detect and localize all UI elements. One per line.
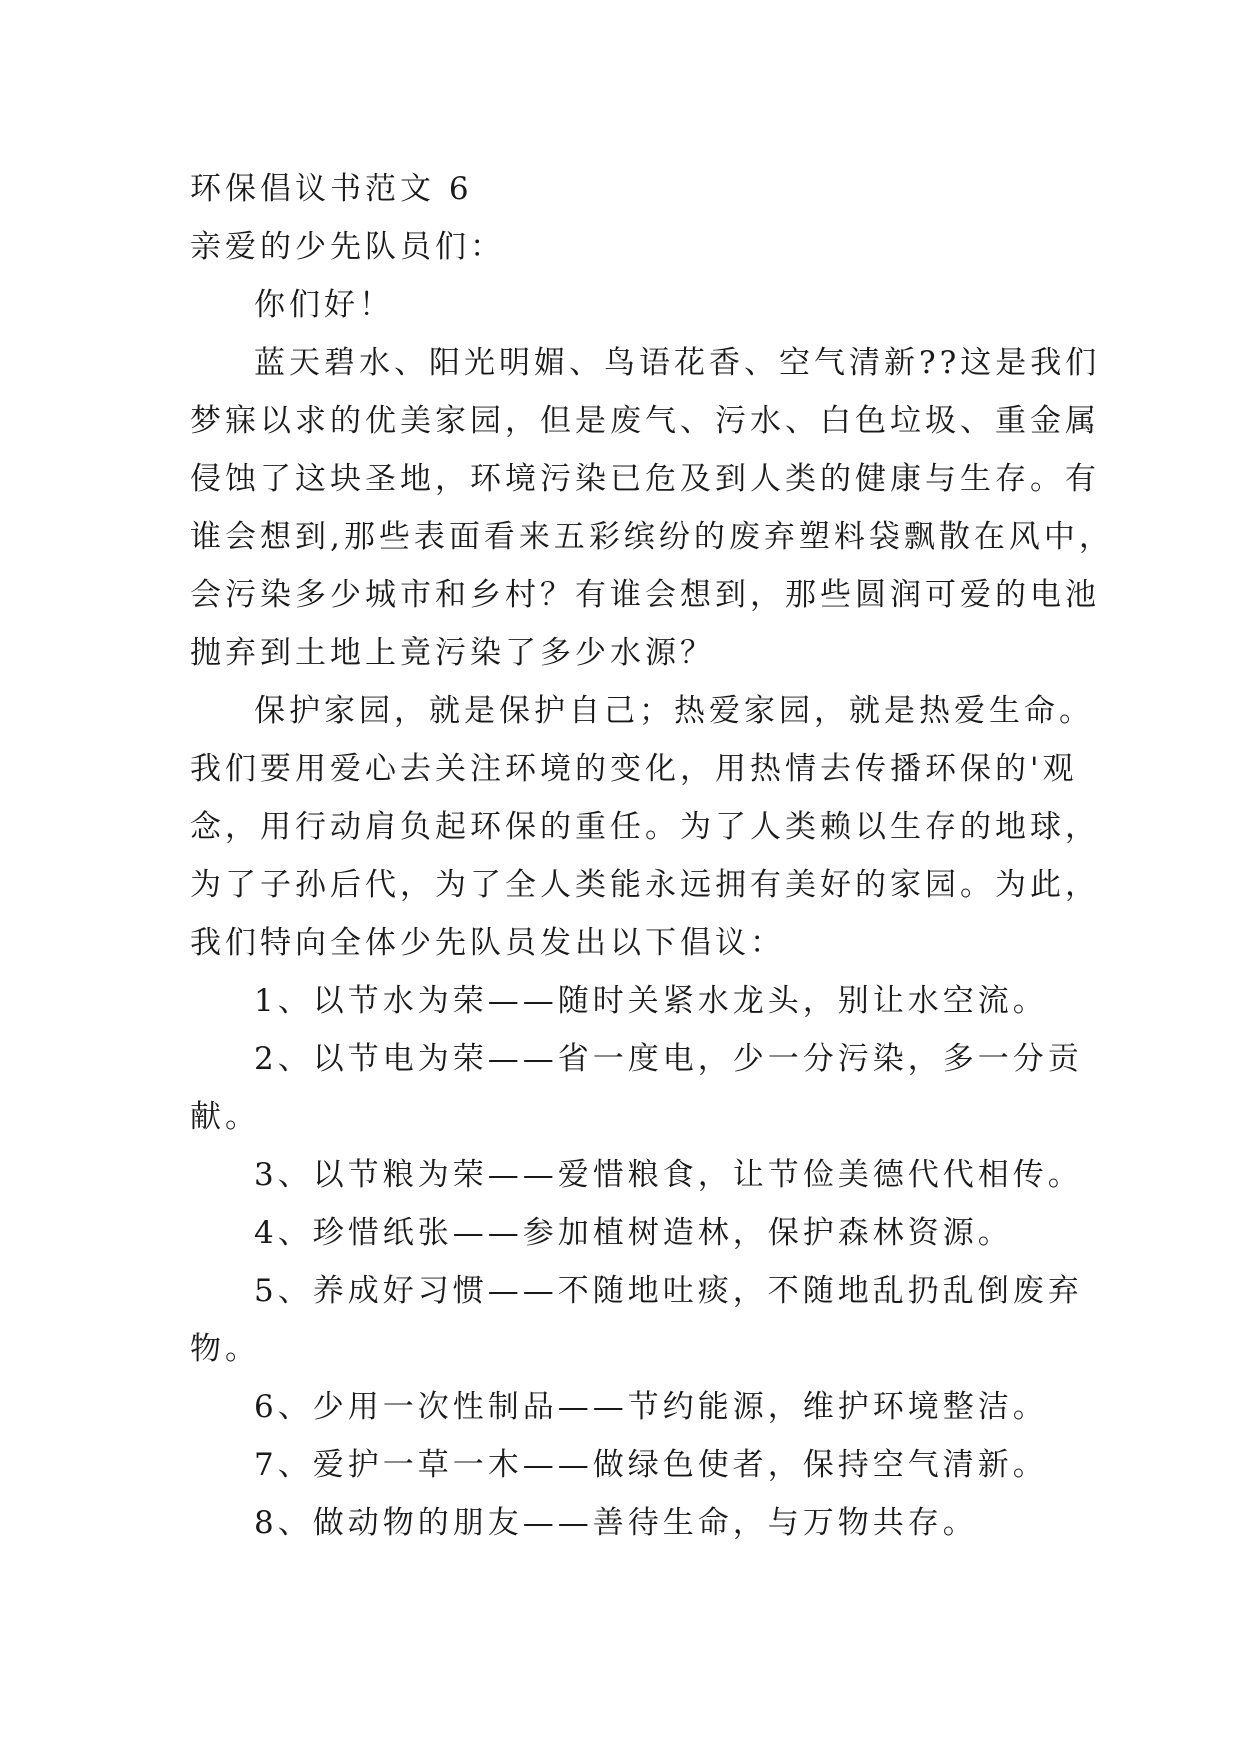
- proposal-item-5-continued: 物。: [190, 1331, 260, 1367]
- greeting: 你们好！: [254, 287, 394, 323]
- paragraph-line: 我们要用爱心去关注环境的变化，用热情去传播环保的'观: [190, 751, 1078, 787]
- proposal-item-1: 1、以节水为荣——随时关紧水龙头，别让水空流。: [254, 983, 1048, 1019]
- proposal-item-5: 5、养成好习惯——不随地吐痰，不随地乱扔乱倒废弃: [254, 1273, 1083, 1309]
- document-title: 环保倡议书范文 6: [190, 171, 473, 207]
- proposal-item-7: 7、爱护一草一木——做绿色使者，保持空气清新。: [254, 1447, 1048, 1483]
- proposal-item-8: 8、做动物的朋友——善待生命，与万物共存。: [254, 1505, 978, 1541]
- paragraph-line: 侵蚀了这块圣地，环境污染已危及到人类的健康与生存。有: [190, 461, 1100, 497]
- paragraph-1: [190, 334, 1114, 682]
- paragraph-2: [190, 682, 1100, 972]
- paragraph-line: 蓝天碧水、阳光明媚、鸟语花香、空气清新??这是我们: [254, 345, 1101, 381]
- paragraph-line: 我们特向全体少先队员发出以下倡议：: [190, 925, 785, 961]
- paragraph-line: 念，用行动肩负起环保的重任。为了人类赖以生存的地球，: [190, 809, 1100, 845]
- proposal-item-6: 6、少用一次性制品——节约能源，维护环境整洁。: [254, 1389, 1048, 1425]
- paragraph-line: 会污染多少城市和乡村？有谁会想到，那些圆润可爱的电池: [190, 577, 1100, 613]
- paragraph-line: 保护家园，就是保护自己；热爱家园，就是热爱生命。: [254, 693, 1094, 729]
- paragraph-line: 梦寐以求的优美家园，但是废气、污水、白色垃圾、重金属: [190, 403, 1100, 439]
- paragraph-line: 为了子孙后代，为了全人类能永远拥有美好的家园。为此，: [190, 867, 1100, 903]
- paragraph-line: 抛弃到土地上竟污染了多少水源？: [190, 635, 715, 671]
- proposal-item-2: 2、以节电为荣——省一度电，少一分污染，多一分贡: [254, 1041, 1083, 1077]
- proposal-item-3: 3、以节粮为荣——爱惜粮食，让节俭美德代代相传。: [254, 1157, 1083, 1193]
- salutation: 亲爱的少先队员们：: [190, 229, 505, 265]
- paragraph-line: 谁会想到,那些表面看来五彩缤纷的废弃塑料袋飘散在风中，: [190, 519, 1114, 555]
- proposal-list: [190, 972, 1083, 1552]
- proposal-item-4: 4、珍惜纸张——参加植树造林，保护森林资源。: [254, 1215, 1013, 1251]
- document-page: [190, 160, 1114, 1552]
- proposal-item-2-continued: 献。: [190, 1099, 260, 1135]
